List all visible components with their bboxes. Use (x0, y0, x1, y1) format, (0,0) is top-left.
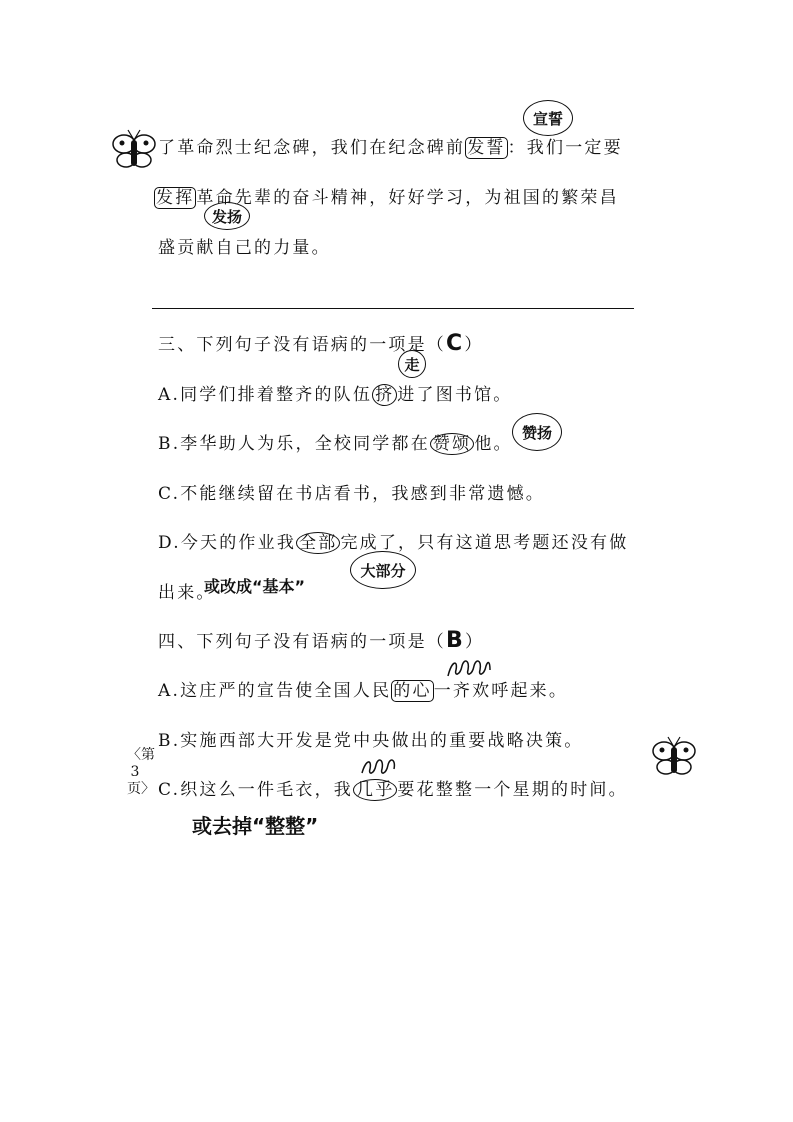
hand-note-dabufen: 大部分 (350, 551, 416, 589)
option-text: 出来。 (158, 583, 216, 603)
option-text: 完成了，只有这道思考题还没有做 (340, 533, 629, 553)
circled-word-ji: 挤 (372, 384, 397, 406)
hand-note-gaicheng-jiben: 或改成“基本” (204, 577, 306, 596)
option-text: A.同学们排着整齐的队伍 (158, 385, 373, 405)
circled-word-quanbu: 全部 (296, 532, 340, 554)
q3-title (158, 330, 484, 356)
option-text: 进了图书馆。 (397, 385, 513, 405)
option-text: 他。 (474, 434, 513, 454)
loop-deletion-mark-c (360, 755, 400, 783)
q3-option-b (158, 429, 513, 454)
boxed-word-fashi: 发誓 (467, 138, 506, 158)
circled-word-jihu: 几乎 (353, 779, 397, 801)
q3-option-c: C.不能继续留在书店看书，我感到非常遗憾。 (158, 484, 546, 504)
butterfly-left-decoration (110, 128, 160, 176)
option-text: 一齐欢呼起来。 (433, 681, 569, 701)
boxed-word-dexin: 的心 (393, 681, 432, 701)
hand-note-fayang: 发扬 (204, 202, 250, 230)
hand-note-xuanshi: 宣誓 (523, 100, 573, 136)
passage-line-1 (158, 133, 623, 158)
hand-note-zanyang: 赞扬 (512, 413, 562, 451)
q4-answer: B (446, 628, 465, 653)
option-text: A.这庄严的宣告使全国人民 (158, 681, 392, 701)
passage-line-3: 盛贡献自己的力量。 (158, 238, 331, 258)
passage-text: 了革命烈士纪念碑，我们在纪念碑前 (158, 138, 466, 158)
q4-option-b: B.实施西部大开发是党中央做出的重要战略决策。 (158, 731, 584, 751)
loop-deletion-mark-a (446, 656, 492, 686)
divider-line (152, 308, 634, 309)
q3-option-a (158, 380, 513, 405)
butterfly-right-decoration (650, 735, 700, 783)
q3-close-paren: ） (464, 335, 484, 355)
circled-word-zansong: 赞颂 (430, 433, 474, 455)
q4-title-text: 四、下列句子没有语病的一项是（ (158, 632, 446, 652)
option-text: 要花整整一个星期的时间。 (397, 780, 628, 800)
q3-title-text: 三、下列句子没有语病的一项是（ (158, 335, 446, 355)
q4-close-paren: ） (464, 632, 485, 652)
q4-option-a (158, 676, 568, 701)
option-text: C.织这么一件毛衣，我 (158, 780, 354, 800)
q4-title (158, 627, 484, 653)
page-number: 〈第3页〉 (127, 747, 155, 797)
passage-text: ：我们一定要 (507, 138, 623, 158)
option-text: D.今天的作业我 (158, 533, 297, 553)
q3-option-d (158, 528, 628, 553)
boxed-word-fahui: 发挥 (156, 188, 195, 208)
hand-note-zou: 走 (398, 350, 426, 378)
hand-note-qudiao-zhengzheng: 或去掉“整整” (192, 814, 319, 838)
passage-text: 革命先辈的奋斗精神，好好学习，为祖国的繁荣昌 (196, 188, 619, 208)
q3-answer: C (446, 331, 465, 356)
option-text: B.李华助人为乐，全校同学都在 (158, 434, 430, 454)
